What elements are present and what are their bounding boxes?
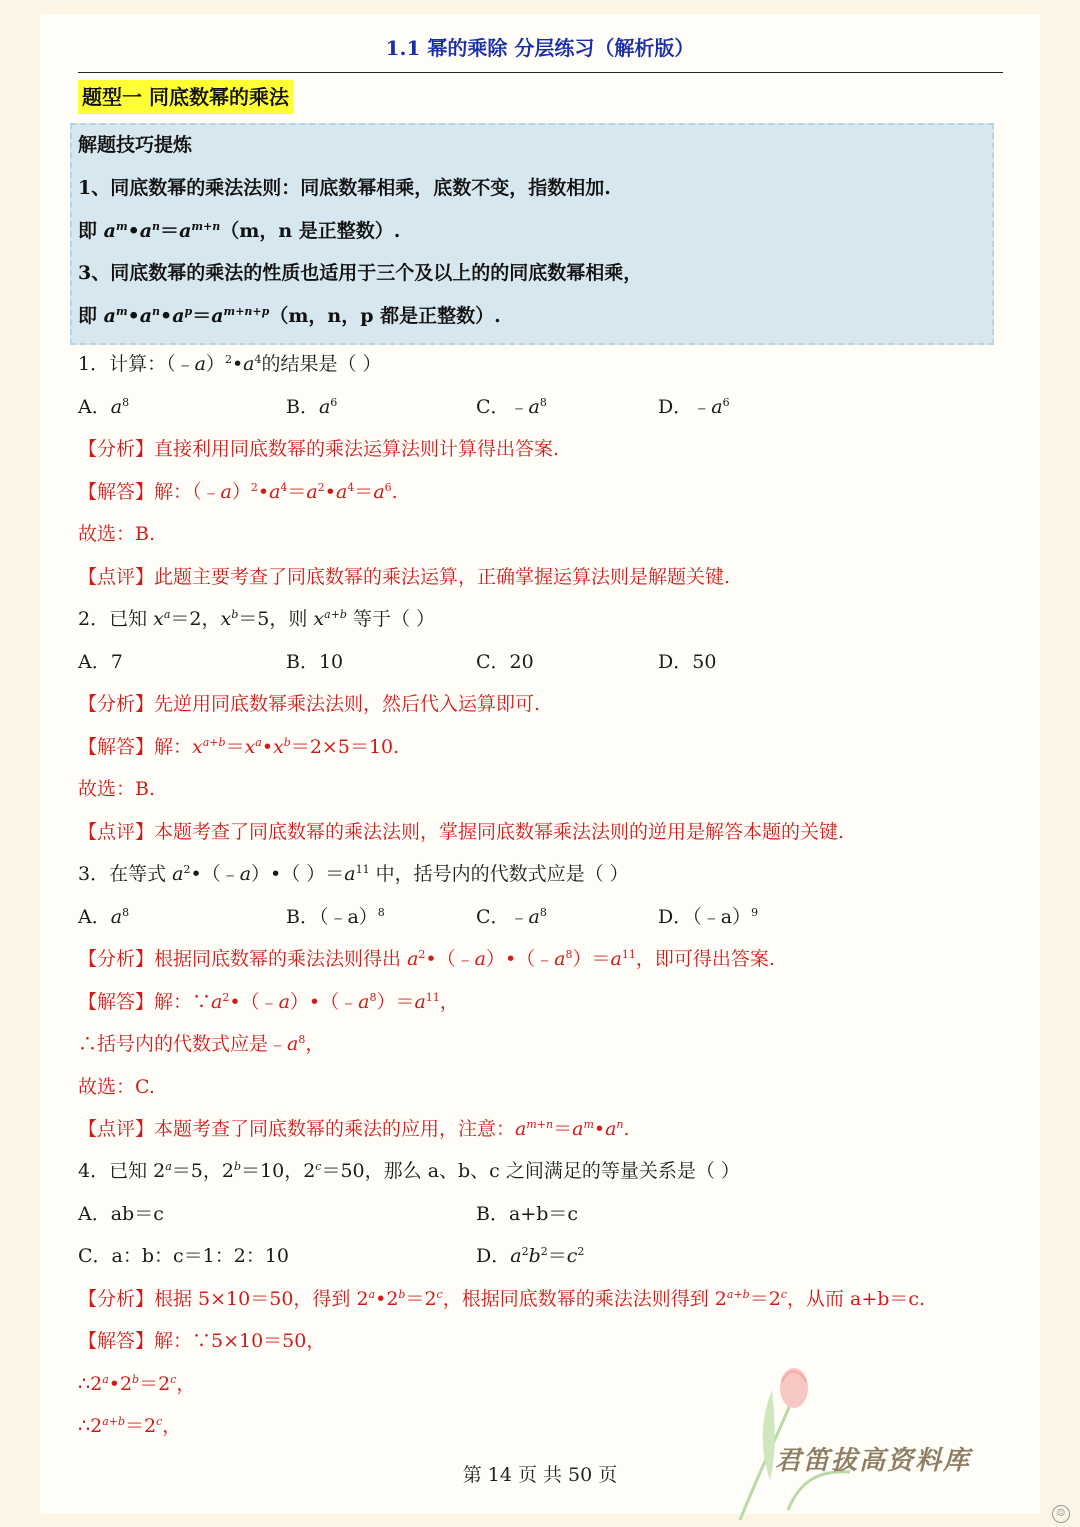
q1-option-c: C．$﹣a^8$ (476, 396, 547, 418)
watermark-text: 君笛拔高资料库 (775, 1446, 972, 1476)
tips-rule-3: 3、同底数幂的乘法的性质也适用于三个及以上的的同底数幂相乘， (78, 262, 643, 284)
q1-answer: 【解答】解：$(﹣a)^2•a^4=a^2•a^4=a^6$. (78, 481, 398, 503)
title-divider (78, 72, 1003, 73)
tips-rule-1: 1、同底数幂的乘法法则：同底数幂相乘，底数不变，指数相加. (78, 177, 611, 199)
q4-option-c: C．a：b：c＝1：2：10 (78, 1245, 290, 1267)
q2-choice: 故选：B. (78, 778, 156, 800)
q1-option-a: A．$a^8$ (78, 396, 130, 418)
q2-answer: 【解答】解：$x^{a+b}=x^a•x^b=2\times 5=10$. (78, 736, 400, 758)
q4-answer: 【解答】解：∵5×10＝50， (78, 1330, 326, 1352)
q2-stem: 2．已知 $x^a=2$，$x^b=5$，则 $x^{a+b}$ 等于（ ） (78, 608, 436, 630)
tips-formula-3: 即 $a^m•a^n•a^p=a^{m+n+p}(m$，n，p 都是正整数）. (78, 305, 501, 327)
q3-choice: 故选：C. (78, 1076, 155, 1098)
q1-option-b: B．$a^6$ (286, 396, 338, 418)
q2-comment: 【点评】本题考查了同底数幂的乘法法则，掌握同底数幂乘法法则的逆用是解答本题的关键. (78, 821, 845, 843)
section-tag: 题型一 同底数幂的乘法 (78, 80, 293, 114)
q3-option-b: B．（﹣a）$^8$ (286, 906, 385, 928)
page-title: 1.1 幂的乘除 分层练习（解析版） (385, 36, 695, 60)
page-footer: 第 14 页 共 50 页 (462, 1464, 618, 1486)
q3-option-d: D．（﹣a）$^9$ (658, 906, 759, 928)
q4-option-d: D．$a^2b^2=c^2$ (476, 1245, 585, 1267)
q4-option-b: B．a+b＝c (476, 1203, 579, 1225)
q2-option-d: D．50 (658, 651, 717, 673)
q1-option-d: D．$﹣a^6$ (658, 396, 730, 418)
q4-stem: 4．已知 $2^a=5$，$2^b=10$，$2^c=50$，那么 a、b、c 之间满足的等量关系是（ ） (78, 1160, 740, 1182)
q3-option-c: C．$﹣a^8$ (476, 906, 547, 928)
q3-analysis: 【分析】根据同底数幂的乘法法则得出 $a^2•(﹣a)•(﹣a^8)=a^{11}$，即可得出答案. (78, 948, 775, 970)
tips-formula-3-suffix: （m，n，p 都是正整数）. (269, 305, 501, 327)
q4-option-a: A．ab＝c (78, 1203, 164, 1225)
tips-formula-1: 即 $a^m•a^n=a^{m+n}(m$，n 是正整数）. (78, 220, 401, 242)
q1-comment: 【点评】此题主要考查了同底数幂的乘法运算，正确掌握运算法则是解题关键. (78, 566, 731, 588)
q1-stem: 1．计算：$(﹣a)^2•a^4$的结果是（ ） (78, 353, 382, 375)
q4-analysis: 【分析】根据 5×10＝50，得到 $2^a•2^b=2^c$，根据同底数幂的乘法法则得到 $2^{a+b}=2^c$，从而 a+b＝c. (78, 1288, 926, 1310)
q1-analysis: 【分析】直接利用同底数幂的乘法运算法则计算得出答案. (78, 438, 560, 460)
q2-option-c: C．20 (476, 651, 534, 673)
q2-option-b: B．10 (286, 651, 344, 673)
smile-icon: ☺ (1052, 1505, 1070, 1523)
q3-stem: 3．在等式 $a^2•(﹣a)•$（ ）$=a^{11}$ 中，括号内的代数式应是（ ） (78, 863, 629, 885)
tips-formula-1-suffix: （m，n 是正整数）. (220, 220, 401, 242)
q3-option-a: A．$a^8$ (78, 906, 130, 928)
q3-therefore: ∴括号内的代数式应是$﹣a^8$， (78, 1033, 325, 1055)
q4-step-2: $\therefore 2^{a+b}=2^c$， (78, 1415, 182, 1437)
q3-comment: 【点评】本题考查了同底数幂的乘法的应用，注意：$a^{m+n}=a^m•a^n$. (78, 1118, 630, 1140)
q2-option-a: A．7 (78, 651, 123, 673)
tips-heading: 解题技巧提炼 (78, 134, 193, 156)
q1-choice: 故选：B. (78, 523, 156, 545)
q3-answer: 【解答】解：$\because a^2•(﹣a)•(﹣a^8)=a^{11}$， (78, 991, 459, 1013)
q4-step-1: $\therefore 2^a•2^b=2^c$， (78, 1373, 196, 1395)
q2-analysis: 【分析】先逆用同底数幂乘法法则，然后代入运算即可. (78, 693, 541, 715)
